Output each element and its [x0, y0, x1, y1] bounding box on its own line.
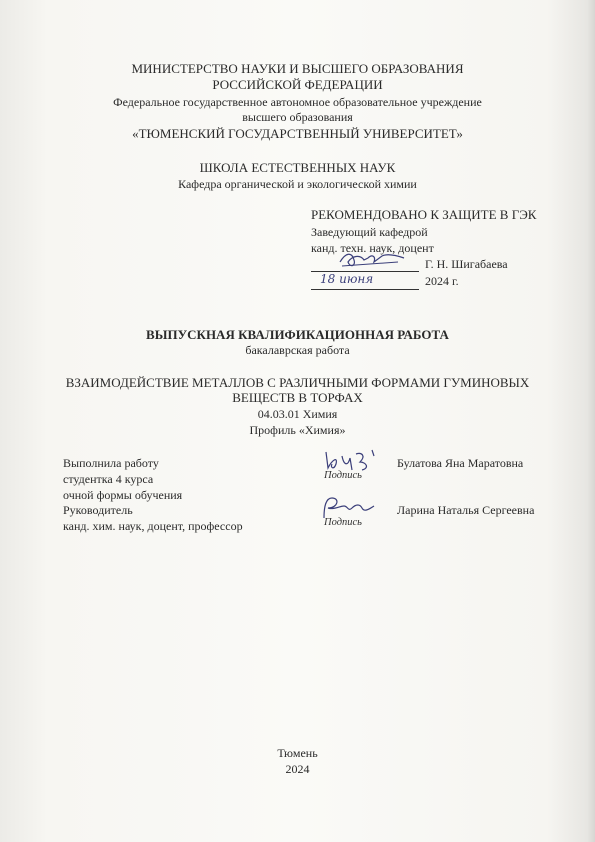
work-title-line-1: ВЗАИМОДЕЙСТВИЕ МЕТАЛЛОВ С РАЗЛИЧНЫМИ ФОРМАМИ ГУМИНОВЫХ — [65, 375, 530, 390]
department-name: Кафедра органической и экологической химии — [178, 177, 417, 191]
institution-line-2: высшего образования — [242, 110, 353, 124]
head-signature — [338, 248, 408, 272]
footer-city: Тюмень — [277, 746, 318, 760]
work-level: бакалаврская работа — [245, 343, 350, 357]
work-profile: Профиль «Химия» — [249, 423, 346, 437]
work-code: 04.03.01 Химия — [257, 407, 338, 421]
student-signature-caption: Подпись — [324, 470, 362, 481]
university-name: «ТЮМЕНСКИЙ ГОСУДАРСТВЕННЫЙ УНИВЕРСИТЕТ» — [132, 126, 463, 141]
student-name: Булатова Яна Маратовна — [397, 456, 524, 470]
approval-date-handwritten: 18 июня — [320, 272, 374, 286]
approval-title: РЕКОМЕНДОВАНО К ЗАЩИТЕ В ГЭК — [311, 207, 537, 222]
supervisor-name: Ларина Наталья Сергеевна — [397, 503, 535, 517]
work-title-line-2: ВЕЩЕСТВ В ТОРФАХ — [232, 390, 363, 405]
student-label-2: студентка 4 курса — [63, 472, 154, 486]
ministry-line-2: РОССИЙСКОЙ ФЕДЕРАЦИИ — [212, 77, 383, 92]
student-label-3: очной формы обучения — [63, 488, 183, 502]
approval-date-year: 2024 г. — [425, 274, 459, 288]
student-label-1: Выполнила работу — [63, 456, 159, 470]
approval-head-role: Заведующий кафедрой — [311, 225, 428, 239]
approval-head-name: Г. Н. Шигабаева — [425, 257, 508, 271]
supervisor-label-2: канд. хим. наук, доцент, профессор — [63, 519, 243, 533]
work-type: ВЫПУСКНАЯ КВАЛИФИКАЦИОННАЯ РАБОТА — [146, 327, 449, 342]
footer-year: 2024 — [285, 762, 310, 776]
ministry-line-1: МИНИСТЕРСТВО НАУКИ И ВЫСШЕГО ОБРАЗОВАНИЯ — [131, 61, 464, 76]
school-name: ШКОЛА ЕСТЕСТВЕННЫХ НАУК — [199, 160, 396, 175]
institution-line-1: Федеральное государственное автономное образовательное учреждение — [113, 95, 482, 109]
supervisor-signature-caption: Подпись — [324, 517, 362, 528]
approval-head-degree: канд. техн. наук, доцент — [311, 241, 434, 255]
supervisor-label-1: Руководитель — [63, 503, 133, 517]
